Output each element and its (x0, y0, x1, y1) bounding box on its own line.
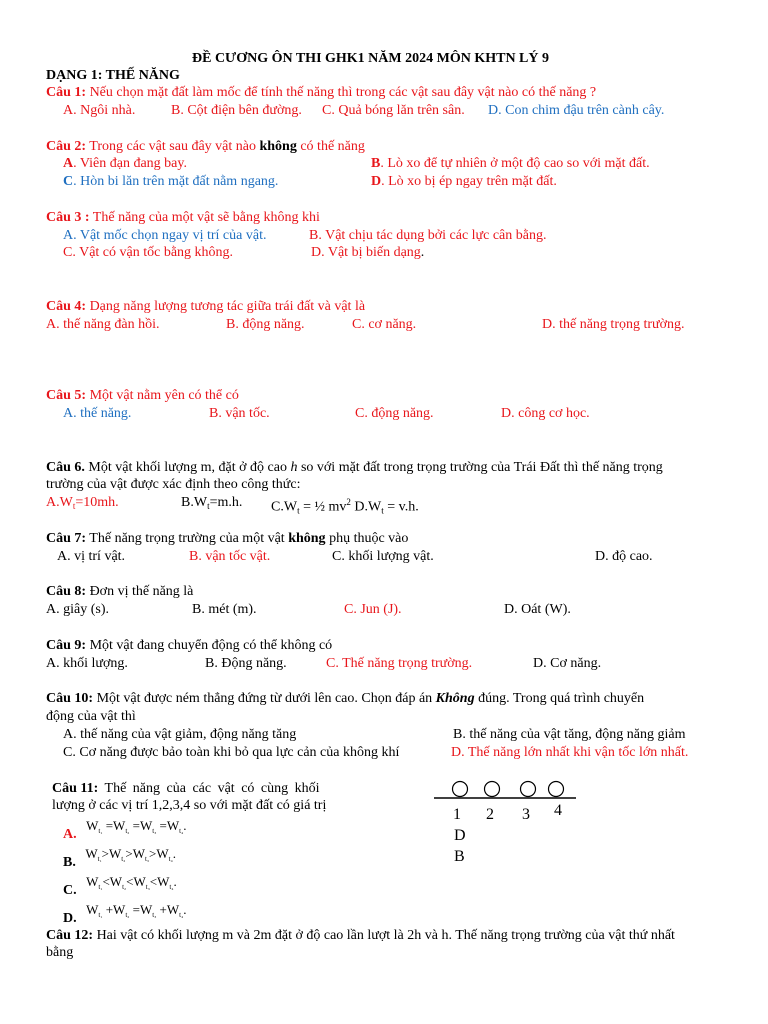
w-symbol: W (86, 818, 99, 833)
question-5 (46, 387, 239, 404)
q5-option-d: D. công cơ học. (501, 406, 590, 421)
q3-option-a: A. Vật mốc chọn ngay vị trí của vật. (63, 228, 267, 243)
operator: < (126, 874, 134, 889)
question-10-text: Một vật được ném thẳng đứng từ dưới lên cao. Chọn đáp án (93, 691, 436, 706)
q2-option-b (371, 155, 650, 172)
q9-option-c: C. Thế năng trọng trường. (326, 656, 473, 671)
w-sub: t₄ (179, 911, 184, 919)
q1-option-b: B. Cột điện bên đường. (171, 103, 302, 118)
q3-option-c: C. Vật có vận tốc bằng không. (63, 245, 234, 260)
question-10-text-2: đúng. Trong quá trình chuyển (474, 691, 645, 706)
q7-option-c: C. khối lượng vật. (332, 549, 434, 564)
q2-option-a (63, 155, 187, 172)
q2-d-text: . Lò xo bị ép ngay trên mặt đất. (381, 174, 557, 189)
fig-label-3: 3 (522, 806, 530, 823)
q5-option-b: B. vận tốc. (209, 406, 270, 421)
q3-option-b: B. Vật chịu tác dụng bởi các lực cân bằng. (309, 228, 547, 243)
question-3-text: Thế năng của một vật sẽ bằng không khi (89, 210, 320, 225)
question-6 (46, 459, 663, 476)
q11-option-b (63, 845, 176, 869)
q4-option-b: B. động năng. (226, 317, 305, 332)
q7-option-a: A. vị trí vật. (57, 549, 126, 564)
question-5-text: Một vật nằm yên có thể có (86, 388, 239, 403)
q8-option-b: B. mét (m). (192, 602, 257, 617)
question-12 (46, 927, 675, 944)
question-1 (46, 84, 596, 101)
operator: > (149, 846, 157, 861)
w-symbol: W (166, 818, 180, 833)
w-symbol: W (133, 874, 146, 889)
q6-option-b (181, 494, 242, 515)
w-symbol: W (109, 846, 122, 861)
question-2-label: Câu 2: (46, 139, 87, 154)
q10-option-b: B. thế năng của vật tăng, động năng giảm (453, 727, 686, 742)
q6-c-sub: t (297, 505, 300, 516)
q3-d-text: D. Vật bị biến dạng (311, 245, 421, 260)
ball-1 (453, 782, 468, 797)
q2-a-text: . Viên đạn đang bay. (73, 156, 187, 171)
q6-d-sub: t (381, 505, 384, 516)
w-sub: t₃ (145, 883, 150, 891)
q11-d-formula: $W_{t_1} +W_{t_2} =W_{t_3} +W_{t_4}$. (86, 902, 187, 919)
q11-option-a (63, 817, 186, 841)
w-symbol: W (139, 902, 153, 917)
question-3-label: Câu 3 : (46, 210, 90, 225)
q6-b-post: =m.h. (209, 495, 243, 510)
fig-label-2: 2 (486, 806, 494, 823)
q6-option-a (46, 494, 119, 515)
question-6-text: Một vật khối lượng m, đặt ở độ cao (84, 460, 291, 475)
q8-option-c: C. Jun (J). (344, 602, 402, 617)
q2-b-letter: B (371, 156, 381, 171)
question-10 (46, 690, 644, 707)
q2-option-c (63, 173, 278, 190)
q5-option-a: A. thế năng. (63, 406, 132, 421)
question-9-text: Một vật đang chuyển động có thể không có (86, 638, 333, 653)
q1-option-d: D. Con chim đậu trên cành cây. (488, 103, 665, 118)
q11-a-letter: A. (63, 827, 77, 842)
question-10-bold-italic: Không (435, 691, 475, 706)
q5-option-c: C. động năng. (355, 406, 434, 421)
q4-option-a: A. thế năng đàn hồi. (46, 317, 160, 332)
q6-d-pre: D.W (350, 499, 382, 515)
operator: > (125, 846, 133, 861)
fig-label-1: 1 (453, 806, 461, 823)
question-10-label: Câu 10: (46, 691, 94, 706)
q9-option-d: D. Cơ năng. (533, 656, 602, 671)
question-6-label: Câu 6. (46, 460, 85, 475)
q2-c-text: . Hòn bi lăn trên mặt đất nằm ngang. (73, 174, 279, 189)
question-10-line-2: động của vật thì (46, 709, 136, 724)
question-8 (46, 583, 193, 600)
question-7-text: Thế năng trọng trường của một vật (86, 531, 289, 546)
question-2 (46, 138, 365, 155)
question-8-text: Đơn vị thế năng là (86, 584, 194, 599)
q6-d-post: = v.h. (383, 499, 419, 515)
ball-2 (485, 782, 500, 797)
w-symbol: W (86, 902, 99, 917)
q11-answer-note-1: D (454, 827, 466, 844)
question-11 (52, 780, 320, 797)
w-symbol: W (86, 874, 99, 889)
q3-option-d (311, 244, 424, 261)
question-11-line-2: lượng ở các vị trí 1,2,3,4 so với mặt đất có giá trị (52, 798, 327, 813)
w-symbol: W (157, 874, 170, 889)
question-12-line-2: bằng (46, 945, 74, 960)
w-sub: t₁ (98, 827, 103, 835)
question-11-text: Thế năng của các vật có cùng khối (98, 781, 320, 796)
q11-a-formula: $W_{t_1} =W_{t_2} =W_{t_3} =W_{t_4}$. (86, 818, 187, 835)
w-sub: t₁ (97, 855, 102, 863)
w-symbol: W (132, 846, 145, 861)
question-7-bold: không (288, 531, 326, 546)
q7-option-d: D. độ cao. (595, 549, 653, 564)
fig-label-4: 4 (554, 802, 562, 819)
operator: = (159, 818, 167, 833)
operator: = (132, 902, 140, 917)
w-sub: t₂ (125, 827, 130, 835)
operator: < (149, 874, 158, 889)
q10-option-c: C. Cơ năng được bảo toàn khi bỏ qua lực cản của không khí (63, 745, 400, 760)
w-symbol: W (109, 874, 123, 889)
w-sub: t₃ (152, 827, 157, 835)
q7-option-b: B. vận tốc vật. (189, 549, 271, 564)
w-sub: t₄ (169, 883, 174, 891)
w-symbol: W (139, 818, 153, 833)
question-7 (46, 530, 408, 547)
q6-b-sub: t (207, 501, 210, 511)
q6-c-post: = ½ mv (299, 499, 347, 515)
w-symbol: W (113, 818, 126, 833)
w-sub: t₁ (98, 911, 103, 919)
operator: < (102, 874, 110, 889)
q11-c-letter: C. (63, 883, 77, 898)
question-12-label: Câu 12: (46, 928, 94, 943)
question-7-text-end: phụ thuộc vào (325, 531, 409, 546)
w-symbol: W (85, 846, 98, 861)
w-sub: t₄ (168, 855, 173, 863)
q9-option-b: B. Động năng. (205, 656, 287, 671)
question-8-label: Câu 8: (46, 584, 87, 599)
q2-d-letter: D (371, 174, 382, 189)
question-4-label: Câu 4: (46, 299, 87, 314)
w-sub: t₂ (125, 911, 130, 919)
q6-a-pre: A.W (46, 495, 73, 510)
question-6-h: h (290, 460, 298, 475)
q1-option-c: C. Quả bóng lăn trên sân. (322, 103, 465, 118)
w-symbol: W (113, 902, 126, 917)
operator: + (159, 902, 167, 917)
w-sub: t₁ (98, 883, 103, 891)
q11-b-letter: B. (63, 855, 76, 870)
q8-option-d: D. Oát (W). (504, 602, 571, 617)
w-symbol: W (156, 846, 169, 861)
q6-b-pre: B.W (181, 495, 208, 510)
q10-option-a: A. thế năng của vật giảm, động năng tăng (63, 727, 297, 742)
question-1-text: Nếu chọn mặt đất làm mốc để tính thế năng thì trong các vật sau đây vật nào có thế năng ? (86, 85, 597, 100)
q10-option-d: D. Thế năng lớn nhất khi vận tốc lớn nhất. (451, 745, 689, 760)
ball-4 (549, 782, 564, 797)
q11-c-formula: $W_{t_1}<W_{t_2}<W_{t_3}<W_{t_4}$. (86, 874, 177, 891)
w-sub: t₄ (179, 827, 184, 835)
question-4-text: Dạng năng lượng tương tác giữa trái đất và vật là (86, 299, 366, 314)
operator: = (105, 818, 114, 833)
q8-option-a: A. giây (s). (46, 602, 109, 617)
q1-option-a: A. Ngôi nhà. (63, 103, 136, 118)
question-6-line-2: trường của vật được xác định theo công thức: (46, 477, 301, 492)
w-sub: t₂ (122, 883, 127, 891)
w-sub: t₃ (144, 855, 150, 863)
q2-b-text: . Lò xo để tự nhiên ở một độ cao so với mặt đất. (380, 156, 650, 171)
operator: = (132, 818, 140, 833)
question-7-label: Câu 7: (46, 531, 87, 546)
ball-3 (521, 782, 536, 797)
question-4 (46, 298, 365, 315)
question-11-label: Câu 11: (52, 781, 99, 796)
q6-c-pre: C.W (271, 499, 298, 515)
q9-option-a: A. khối lượng. (46, 656, 128, 671)
q6-a-post: =10mh. (75, 495, 119, 510)
q6-option-c-d (271, 494, 419, 520)
q11-option-c (63, 873, 177, 897)
q2-option-d (371, 173, 557, 190)
q2-c-letter: C (63, 174, 74, 189)
q6-c-sup: 2 (346, 497, 351, 507)
q11-answer-note-2: B (454, 848, 465, 865)
q6-a-sub: t (72, 501, 76, 511)
question-2-bold: không (259, 139, 297, 154)
question-5-label: Câu 5: (46, 388, 87, 403)
section-heading: DẠNG 1: THẾ NĂNG (46, 68, 180, 83)
page-title: ĐỀ CƯƠNG ÔN THI GHK1 NĂM 2024 MÔN KHTN LÝ 9 (192, 51, 550, 66)
q2-a-letter: A (63, 156, 74, 171)
question-2-text: Trong các vật sau đây vật nào (86, 139, 260, 154)
operator: > (101, 846, 110, 861)
w-sub: t₃ (152, 911, 157, 919)
question-9 (46, 637, 332, 654)
q4-option-d: D. thế năng trọng trường. (542, 317, 685, 332)
q11-option-d (63, 901, 186, 925)
question-2-text-end: có thế năng (296, 139, 365, 154)
w-symbol: W (166, 902, 180, 917)
q4-option-c: C. cơ năng. (352, 317, 417, 332)
question-3 (46, 209, 320, 226)
question-9-label: Câu 9: (46, 638, 87, 653)
w-sub: t₂ (121, 855, 126, 863)
question-12-text: Hai vật có khối lượng m và 2m đặt ở độ cao lần lượt là 2h và h. Thế năng trọng trường của vật thứ nhất (93, 928, 675, 943)
question-6-text-2: so với mặt đất trong trọng trường của Trái Đất thì thế năng trọng (297, 460, 663, 475)
q11-d-letter: D. (63, 911, 77, 926)
operator: + (105, 902, 114, 917)
q3-d-dot: . (420, 245, 425, 260)
q11-b-formula: $W_{t_1}>W_{t_2}>W_{t_3}>W_{t_4}$. (85, 846, 176, 863)
question-1-label: Câu 1: (46, 85, 87, 100)
